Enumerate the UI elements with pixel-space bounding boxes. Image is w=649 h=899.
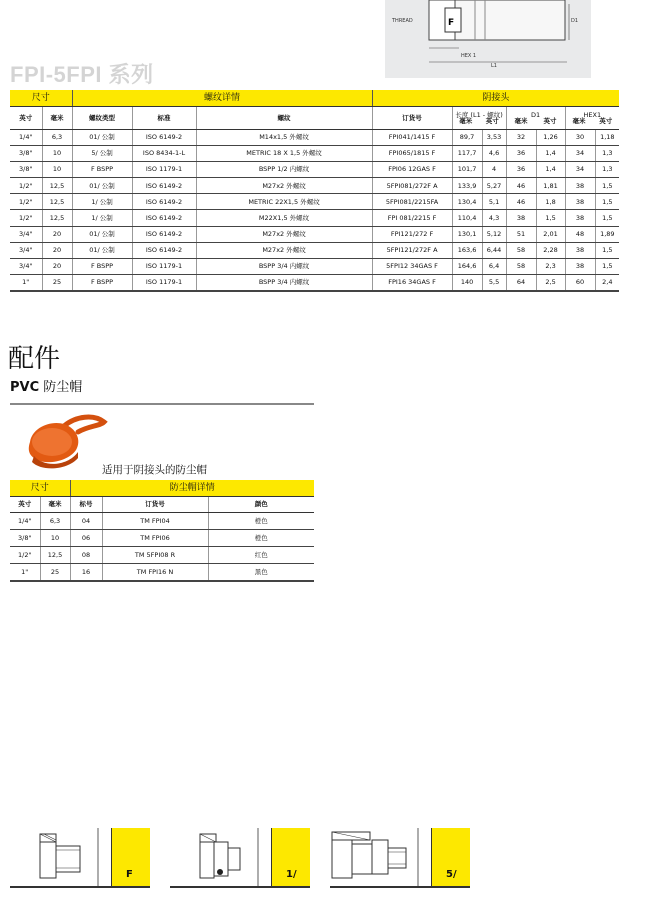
table-cell: ISO 6149-2 xyxy=(132,242,196,258)
table-cell: 5FPI12 34GAS F xyxy=(372,258,452,274)
table-cell: 1/2" xyxy=(10,210,42,226)
table-cell: 1,81 xyxy=(536,178,565,194)
table-cell: 5,5 xyxy=(482,274,506,291)
table-cell: 6,4 xyxy=(482,258,506,274)
table-cell: METRIC 18 X 1,5 外螺纹 xyxy=(196,146,372,162)
dust-cap-label: 防尘帽 xyxy=(39,380,83,395)
table-cell: 5,12 xyxy=(482,226,506,242)
table-cell: METRIC 22X1,5 外螺纹 xyxy=(196,194,372,210)
col-order-no: 订货号 xyxy=(372,107,452,130)
d1-label: D1 xyxy=(571,18,579,24)
table-cell: 38 xyxy=(565,210,595,226)
table-cell: 20 xyxy=(42,258,72,274)
table-cell: 1,4 xyxy=(536,162,565,178)
table-cell: 1/4" xyxy=(10,130,42,146)
group-thread-details: 螺纹详情 xyxy=(72,90,372,107)
table-cell: FPI 081/2215 F xyxy=(372,210,452,226)
table-cell: TM 5FPI08 R xyxy=(102,547,208,564)
table-cell: 1/2" xyxy=(10,194,42,210)
table-cell: ISO 6149-2 xyxy=(132,130,196,146)
table-row xyxy=(10,274,619,291)
table-row xyxy=(10,226,619,242)
table-cell: 黑色 xyxy=(208,564,314,582)
section-divider xyxy=(10,403,314,405)
table-cell: F BSPP xyxy=(72,258,132,274)
table-cell: 38 xyxy=(565,242,595,258)
table-cell: FPI121/272 F xyxy=(372,226,452,242)
table-cell: 橙色 xyxy=(208,513,314,530)
table-cell: 16 xyxy=(70,564,102,582)
table-cell: BSPP 3/4 内螺纹 xyxy=(196,274,372,291)
table-cell: 1/2" xyxy=(10,547,40,564)
table-cell: 110,4 xyxy=(452,210,482,226)
thread-label: THREAD xyxy=(392,18,413,24)
l1-label: L1 xyxy=(491,63,497,69)
table-cell: 10 xyxy=(40,530,70,547)
table-cell: 3/4" xyxy=(10,242,42,258)
table-cell: M22X1,5 外螺纹 xyxy=(196,210,372,226)
table-cell: 12,5 xyxy=(40,547,70,564)
table-cell: FPI16 34GAS F xyxy=(372,274,452,291)
d1-mm: 毫米 xyxy=(514,117,528,125)
table-cell: F BSPP xyxy=(72,274,132,291)
pvc-label: PVC xyxy=(10,380,40,395)
length-mm: 毫米 xyxy=(459,117,473,125)
table-cell: 89,7 xyxy=(452,130,482,146)
table-cell: FPI065/1815 F xyxy=(372,146,452,162)
table-cell: 1,89 xyxy=(595,226,619,242)
thread-type-1 xyxy=(170,828,310,888)
table-cell: 10 xyxy=(42,162,72,178)
dust-cap-table xyxy=(10,480,314,582)
table-cell: 34 xyxy=(565,146,595,162)
thread-type-5-label: 5/ xyxy=(446,869,457,880)
series-title: FPI-5FPI 系列 xyxy=(10,62,154,87)
table-row xyxy=(10,530,314,547)
table-cell: 1/ 公制 xyxy=(72,194,132,210)
table-cell: 3/8" xyxy=(10,146,42,162)
thread-type-1-badge xyxy=(271,828,310,886)
table-cell: 5FPI081/2215FA xyxy=(372,194,452,210)
table-cell: 30 xyxy=(565,130,595,146)
table-cell: 6,44 xyxy=(482,242,506,258)
table-cell: 1" xyxy=(10,564,40,582)
table-cell: 1,18 xyxy=(595,130,619,146)
table-cell: 130,4 xyxy=(452,194,482,210)
table-cell: 5/ 公制 xyxy=(72,146,132,162)
hex1-inch: 英寸 xyxy=(599,117,613,125)
thread-type-f xyxy=(10,828,150,888)
table-cell: 6,3 xyxy=(42,130,72,146)
table-cell: 64 xyxy=(506,274,536,291)
thread-type-1-label: 1/ xyxy=(286,869,297,880)
group-size: 尺寸 xyxy=(10,90,72,107)
table-cell: ISO 6149-2 xyxy=(132,210,196,226)
table-cell: 2,28 xyxy=(536,242,565,258)
table-cell: ISO 1179-1 xyxy=(132,258,196,274)
col-thread-type: 螺纹类型 xyxy=(72,107,132,130)
table-cell: 10 xyxy=(42,146,72,162)
table-cell: 4,6 xyxy=(482,146,506,162)
table-row xyxy=(10,258,619,274)
table-cell: 36 xyxy=(506,162,536,178)
cap-group-size: 尺寸 xyxy=(10,480,70,497)
table-row xyxy=(10,547,314,564)
table-cell: 4 xyxy=(482,162,506,178)
table-row xyxy=(10,564,314,582)
col-hex1-title: HEX1 xyxy=(583,110,602,119)
table-row xyxy=(10,146,619,162)
table-cell: 3/8" xyxy=(10,162,42,178)
table-cell: ISO 1179-1 xyxy=(132,274,196,291)
table-cell: 01/ 公制 xyxy=(72,242,132,258)
table-cell: 25 xyxy=(40,564,70,582)
table-cell: 01/ 公制 xyxy=(72,130,132,146)
dust-cap-image xyxy=(24,412,108,472)
table-cell: 2,5 xyxy=(536,274,565,291)
table-cell: 48 xyxy=(565,226,595,242)
cap-col-color: 颜色 xyxy=(208,497,314,513)
thread-type-f-badge xyxy=(111,828,150,886)
table-cell: 163,6 xyxy=(452,242,482,258)
table-cell: M27x2 外螺纹 xyxy=(196,178,372,194)
table-cell: 1,5 xyxy=(595,178,619,194)
table-cell: 20 xyxy=(42,242,72,258)
col-d1-title: D1 xyxy=(530,110,541,119)
table-cell: 3/4" xyxy=(10,226,42,242)
col-inch: 英寸 xyxy=(10,107,42,130)
table-cell: 04 xyxy=(70,513,102,530)
table-cell: TM FPI04 xyxy=(102,513,208,530)
table-cell: 38 xyxy=(506,210,536,226)
table-cell: 5FPI121/272F A xyxy=(372,242,452,258)
col-hex1 xyxy=(565,107,619,130)
table-cell: 133,9 xyxy=(452,178,482,194)
accessories-title: 配件 xyxy=(8,344,61,374)
table-cell: M27x2 外螺纹 xyxy=(196,242,372,258)
table-cell: 4,3 xyxy=(482,210,506,226)
table-cell: M27x2 外螺纹 xyxy=(196,226,372,242)
spec-table xyxy=(10,90,619,292)
table-cell: 1,5 xyxy=(595,210,619,226)
table-cell: 2,3 xyxy=(536,258,565,274)
table-cell: 130,1 xyxy=(452,226,482,242)
table-cell: 橙色 xyxy=(208,530,314,547)
hex-label: HEX 1 xyxy=(461,53,477,59)
table-cell: ISO 6149-2 xyxy=(132,226,196,242)
table-row xyxy=(10,210,619,226)
table-cell: 38 xyxy=(565,178,595,194)
table-cell: 32 xyxy=(506,130,536,146)
table-cell: 1/2" xyxy=(10,178,42,194)
hex1-mm: 毫米 xyxy=(572,117,586,125)
table-cell: 01/ 公制 xyxy=(72,178,132,194)
table-cell: 140 xyxy=(452,274,482,291)
table-cell: 58 xyxy=(506,258,536,274)
cap-col-code: 标号 xyxy=(70,497,102,513)
table-cell: 06 xyxy=(70,530,102,547)
col-standard: 标准 xyxy=(132,107,196,130)
table-cell: 12,5 xyxy=(42,194,72,210)
table-cell: 46 xyxy=(506,194,536,210)
table-row xyxy=(10,513,314,530)
table-cell: 5FPI081/272F A xyxy=(372,178,452,194)
table-cell: FPI041/1415 F xyxy=(372,130,452,146)
table-cell: 12,5 xyxy=(42,210,72,226)
table-cell: 38 xyxy=(565,258,595,274)
table-cell: BSPP 3/4 内螺纹 xyxy=(196,258,372,274)
table-cell: 38 xyxy=(565,194,595,210)
table-cell: BSPP 1/2 内螺纹 xyxy=(196,162,372,178)
table-cell: 101,7 xyxy=(452,162,482,178)
table-row xyxy=(10,194,619,210)
table-cell: 3,53 xyxy=(482,130,506,146)
table-cell: ISO 8434-1-L xyxy=(132,146,196,162)
table-cell: 1,3 xyxy=(595,146,619,162)
col-thread: 螺纹 xyxy=(196,107,372,130)
thread-type-5 xyxy=(330,828,470,888)
table-cell: 1,5 xyxy=(595,258,619,274)
table-cell: 1,5 xyxy=(595,194,619,210)
table-row xyxy=(10,178,619,194)
dust-cap-caption: 适用于阴接头的防尘帽 xyxy=(102,464,207,476)
col-mm: 毫米 xyxy=(42,107,72,130)
table-cell: 117,7 xyxy=(452,146,482,162)
table-cell: 58 xyxy=(506,242,536,258)
table-cell: 36 xyxy=(506,146,536,162)
table-row xyxy=(10,162,619,178)
table-cell: 1,5 xyxy=(595,242,619,258)
table-cell: 红色 xyxy=(208,547,314,564)
col-length-title: 长度 (L1 - 螺纹) xyxy=(455,110,503,119)
table-cell: 01/ 公制 xyxy=(72,226,132,242)
table-cell: 2,01 xyxy=(536,226,565,242)
coupling-drawing xyxy=(385,0,591,78)
d1-inch: 英寸 xyxy=(543,117,557,125)
thread-type-5-badge xyxy=(431,828,470,886)
length-inch: 英寸 xyxy=(485,117,499,125)
cap-group-details: 防尘帽详情 xyxy=(70,480,314,497)
table-cell: 1,26 xyxy=(536,130,565,146)
table-cell: 12,5 xyxy=(42,178,72,194)
table-cell: 1/4" xyxy=(10,513,40,530)
table-cell: F BSPP xyxy=(72,162,132,178)
table-cell: 3/8" xyxy=(10,530,40,547)
accessories-subtitle xyxy=(10,376,82,395)
table-cell: 1" xyxy=(10,274,42,291)
table-cell: 46 xyxy=(506,178,536,194)
table-cell: 51 xyxy=(506,226,536,242)
table-cell: ISO 6149-2 xyxy=(132,194,196,210)
table-cell: M14x1,5 外螺纹 xyxy=(196,130,372,146)
cap-col-inch: 英寸 xyxy=(10,497,40,513)
table-cell: 1,8 xyxy=(536,194,565,210)
table-cell: 60 xyxy=(565,274,595,291)
table-cell: 1,3 xyxy=(595,162,619,178)
table-row xyxy=(10,130,619,146)
table-row xyxy=(10,242,619,258)
table-cell: 3/4" xyxy=(10,258,42,274)
table-cell: 25 xyxy=(42,274,72,291)
col-d1 xyxy=(506,107,565,130)
table-cell: 34 xyxy=(565,162,595,178)
table-cell: 08 xyxy=(70,547,102,564)
table-cell: 1,5 xyxy=(536,210,565,226)
table-cell: 1,4 xyxy=(536,146,565,162)
table-cell: ISO 1179-1 xyxy=(132,162,196,178)
table-cell: TM FPI06 xyxy=(102,530,208,547)
table-cell: 164,6 xyxy=(452,258,482,274)
table-cell: 6,3 xyxy=(40,513,70,530)
thread-type-f-label: F xyxy=(126,869,133,880)
table-cell: ISO 6149-2 xyxy=(132,178,196,194)
table-cell: TM FPI16 N xyxy=(102,564,208,582)
group-female-coupling: 阴接头 xyxy=(372,90,619,107)
table-cell: FPI06 12GAS F xyxy=(372,162,452,178)
table-cell: 5,1 xyxy=(482,194,506,210)
table-cell: 2,4 xyxy=(595,274,619,291)
cap-col-order-no: 订货号 xyxy=(102,497,208,513)
cap-col-mm: 毫米 xyxy=(40,497,70,513)
col-length xyxy=(452,107,506,130)
table-cell: 20 xyxy=(42,226,72,242)
table-cell: 5,27 xyxy=(482,178,506,194)
f-label: F xyxy=(448,18,455,28)
table-cell: 1/ 公制 xyxy=(72,210,132,226)
